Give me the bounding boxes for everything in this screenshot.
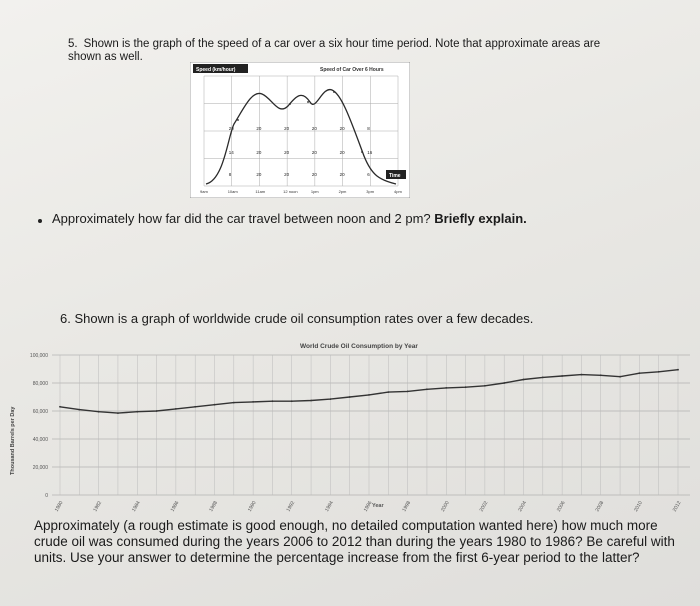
prompt1-text: Approximately how far did the car travel between noon and 2 pm? <box>52 211 431 226</box>
oil-y-tick: 20,000 <box>32 465 48 471</box>
speed-xlabel: Time <box>389 173 401 179</box>
question-6-prompt: Approximately (a rough estimate is good enough, no detailed computation wanted here) how much more crude oil was consumed during the years 2006 to 2012 than during the years 1980 to 1986? Be careful with units. Use your answer to determine the percentage increase from the first 6-year period to the latter? <box>34 518 675 565</box>
speed-x-tick: 4pm <box>394 189 402 194</box>
oil-x-tick: 1982 <box>92 500 104 513</box>
speed-area-label: 20 <box>284 126 290 131</box>
speed-area-label: 20 <box>339 126 345 131</box>
question-5-prompt <box>52 211 527 226</box>
question-5-number: 5. <box>68 38 78 50</box>
oil-y-tick: 40,000 <box>32 437 48 443</box>
speed-x-tick: 2pm <box>338 189 347 194</box>
speed-x-tick: 11am <box>255 189 266 194</box>
speed-x-tick: 9am <box>200 189 208 194</box>
oil-x-tick: 1984 <box>131 500 142 513</box>
speed-area-label: 20 <box>311 126 317 131</box>
speed-x-tick: 1pm <box>310 189 319 194</box>
margin-bullet <box>38 219 42 223</box>
prompt1-bold: Briefly explain. <box>434 211 527 226</box>
oil-x-tick: 2000 <box>440 500 451 513</box>
speed-x-tick: 12 noon <box>283 189 298 194</box>
oil-x-tick: 1980 <box>53 500 65 513</box>
speed-area-label: 20 <box>284 150 290 155</box>
oil-x-tick: 1994 <box>324 500 335 513</box>
speed-title: Speed of Car Over 6 Hours <box>320 67 384 73</box>
speed-x-tick: 10am <box>227 189 238 194</box>
oil-x-tick: 1990 <box>246 500 258 513</box>
oil-x-tick: 1992 <box>285 500 297 513</box>
oil-x-tick: 2006 <box>555 500 567 513</box>
speed-area-label: 20 <box>256 126 262 131</box>
speed-area-label: 6 <box>367 172 370 177</box>
oil-x-tick: 1988 <box>208 500 220 513</box>
oil-ylabel: Thousand Barrels per Day <box>10 406 16 475</box>
oil-x-tick: 2008 <box>594 500 606 513</box>
speed-area-label: 20 <box>311 172 317 177</box>
question-5-text: Shown is the graph of the speed of a car over a six hour time period. Note that approximate areas are shown as well. <box>68 38 601 63</box>
speed-area-label: 8 <box>367 126 370 131</box>
oil-x-tick: 2004 <box>517 500 529 513</box>
oil-y-tick: 60,000 <box>32 409 48 415</box>
speed-area-label: 20 <box>256 172 262 177</box>
oil-x-tick: 1986 <box>169 500 181 513</box>
speed-chart <box>190 62 410 198</box>
oil-x-tick: 2002 <box>478 500 490 513</box>
speed-area-label: 16 <box>367 150 373 155</box>
question-5 <box>68 38 628 64</box>
oil-title: World Crude Oil Consumption by Year <box>300 343 418 350</box>
oil-x-tick: 1996 <box>362 500 374 513</box>
speed-area-label: 20 <box>311 150 317 155</box>
speed-area-label: 8 <box>228 172 232 177</box>
oil-y-tick: 0 <box>45 493 48 499</box>
speed-x-tick: 3pm <box>366 189 375 194</box>
speed-area-label: 20 <box>339 150 345 155</box>
oil-xlabel: Year <box>372 503 384 509</box>
question-6-text: Shown is a graph of worldwide crude oil consumption rates over a few decades. <box>74 311 534 326</box>
speed-curve-dot <box>307 101 309 103</box>
oil-x-tick: 1998 <box>401 500 413 513</box>
oil-chart <box>0 335 700 515</box>
speed-area-label: 20 <box>339 172 345 177</box>
question-6-number: 6. <box>60 311 71 326</box>
speed-area-label: 14 <box>228 150 234 155</box>
speed-area-label: 20 <box>228 126 234 131</box>
oil-x-tick: 2012 <box>671 500 683 513</box>
question-6 <box>60 311 533 326</box>
speed-ylabel: Speed (km/hour) <box>196 67 236 73</box>
speed-area-label: 20 <box>256 150 262 155</box>
speed-chart-frame <box>190 62 410 198</box>
oil-y-tick: 80,000 <box>32 381 48 387</box>
oil-x-tick: 2010 <box>633 500 644 513</box>
speed-area-label: 20 <box>284 172 290 177</box>
oil-y-tick: 100,000 <box>29 353 48 359</box>
